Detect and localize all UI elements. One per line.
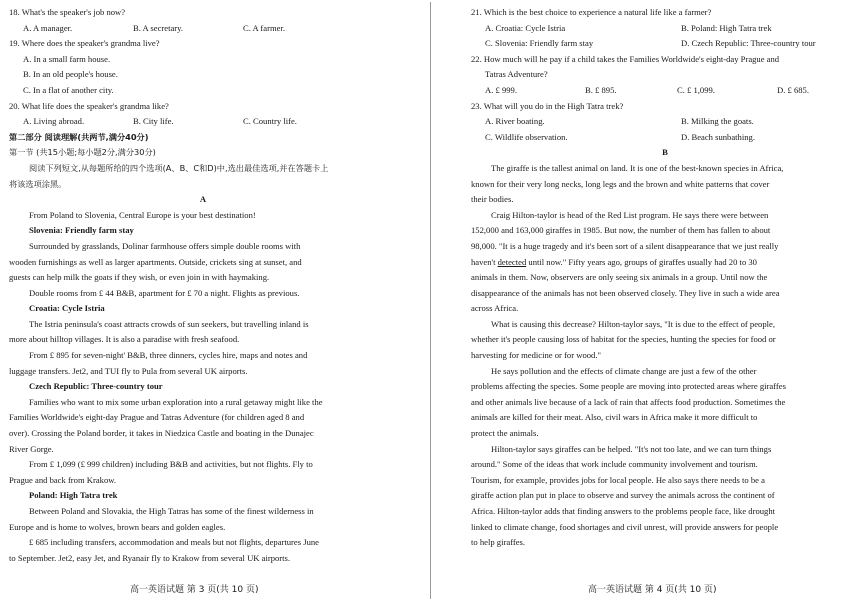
option-a[interactable]: A. Living abroad. [23,116,85,127]
passage-b-label: B [662,147,668,158]
page-footer-left: 高一英语试题 第 3 页(共 10 页) [130,585,259,595]
question-23-options [471,114,859,130]
text-line: Craig Hilton-taylor is head of the Red List program. He says there were between [491,209,769,220]
option-a[interactable]: A. Croatia: Cycle Istria [485,22,566,33]
text-line: The Istria peninsula's coast attracts crowds of sun seekers, but travelling inland is [29,318,309,329]
instructions-line-2: 将该选项涂黑。 [9,178,67,189]
passage-a-label: A [199,194,207,205]
option-a[interactable]: A. £ 999. [485,84,517,95]
question-22: 22. How much will he pay if a child takes the Families Worldwide's eight-day Prague and [471,53,780,64]
option-d[interactable]: D. Czech Republic: Three-country tour [681,38,816,49]
question-21-options [471,36,859,52]
question-20-options [9,114,397,130]
question-21: 21. Which is the best choice to experience a natural life like a farmer? [471,7,712,17]
option-a[interactable]: A. A manager. [23,22,73,33]
question-22-continued: Tatras Adventure? [485,69,548,80]
passage-a-intro: From Poland to Slovenia, Central Europe is your best destination! [29,209,256,220]
question-18: 18. What's the speaker's job now? [9,7,126,17]
option-c[interactable]: C. A farmer. [243,22,286,33]
text-line: wooden furnishings as well as larger apartments. Outside, crickets sing at sunset, and [9,256,302,267]
question-20: 20. What life does the speaker's grandma like? [9,100,169,111]
text-line: From £ 1,099 (£ 999 children) including B&B and activities, but not flights. Fly to [29,459,313,470]
option-c[interactable]: C. £ 1,099. [677,84,715,95]
text-line: linked to climate change, food shortages and civil unrest, will provide answers for people [471,521,779,532]
text-line: Families Worldwide's eight-day Prague and Tatras Adventure (for children aged 8 and [9,412,305,423]
czech-heading: Czech Republic: Three-country tour [29,381,163,392]
question-23: 23. What will you do in the High Tatra trek? [471,100,624,111]
option-a[interactable]: A. In a small farm house. [23,53,111,64]
question-18-options [9,21,397,37]
text-line: guests can help milk the goats if they wish, or even join in with haymaking. [9,272,270,283]
text-line: problems affecting the species. Some people are moving into protected areas where giraffes [471,381,786,392]
text-line: Hilton-taylor says giraffes can be helped. "It's not too late, and we can turn things [491,443,772,454]
text-line: to help giraffes. [471,537,526,548]
question-22-options [471,83,859,99]
text-line: Families who want to mix some urban exploration into a rural getaway might like the [29,396,323,407]
text-line: more about hilltop villages. It is also a paradise with fresh seafood. [9,334,240,345]
text-line: across Africa. [471,303,519,314]
text-line: Surrounded by grasslands, Dolinar farmhouse offers simple double rooms with [29,240,301,251]
text-line: around." Some of the ideas that work include community involvement and tourism. [471,459,758,470]
option-d[interactable]: D. Beach sunbathing. [681,131,755,142]
text-line: harvesting for medicine or for wood." [471,350,601,361]
text-segment: haven't [471,256,498,267]
text-line: He says pollution and the effects of climate change are just a few of the other [491,365,757,376]
option-c[interactable]: C. Wildlife observation. [485,131,568,142]
text-line: 98,000. "It is a huge tragedy and it's been sort of a silent disappearance that we just really [471,240,779,251]
text-line: over). Crossing the Poland border, it takes in Niedzica Castle and boating in the Dunajec [9,428,314,439]
option-b[interactable]: B. Milking the goats. [681,116,754,127]
text-line: protect the animals. [471,428,539,439]
question-21-options [471,21,859,37]
croatia-heading: Croatia: Cycle Istria [29,303,105,314]
text-line: animals are killed for their meat. Also, civil wars in Africa make it more difficult to [471,412,758,423]
page-divider [430,2,431,599]
text-line: Prague and back from Krakow. [9,474,117,485]
text-line: What is causing this decrease? Hilton-taylor says, "It is due to the effect of people, [491,318,775,329]
option-b[interactable]: B. In an old people's house. [23,69,118,80]
text-line: animals in them. Now, observers are only seeing six animals in a group. Until now the [471,272,768,283]
option-b[interactable]: B. City life. [133,116,174,127]
option-b[interactable]: B. £ 895. [585,84,617,95]
text-line: whether it's people causing loss of habitat for the species, hunting the species for food or [471,334,776,345]
question-19: 19. Where does the speaker's grandma live? [9,38,160,49]
text-line: to September. Jet2, easy Jet, and Ryanair fly to Krakow from several UK airports. [9,552,291,563]
text-line: Tourism, for example, provides jobs for local people. He also says there needs to be a [471,474,765,485]
text-segment: until now." Fifty years ago, groups of giraffes usually had 20 to 30 [526,256,757,267]
instructions-line-1: 阅读下列短文,从每题所给的四个选项(A、B、C和D)中,选出最佳选项,并在答题卡上 [29,162,329,173]
part-two-heading: 第二部分 阅读理解(共两节,满分40分) [9,131,149,142]
option-a[interactable]: A. River boating. [485,116,545,127]
text-line: The giraffe is the tallest animal on land. It is one of the best-known species in Africa, [491,162,784,173]
text-line: River Gorge. [9,443,54,454]
slovenia-heading: Slovenia: Friendly farm stay [29,225,134,236]
page-footer-right: 高一英语试题 第 4 页(共 10 页) [588,585,717,595]
section-one-heading: 第一节 (共15小题;每小题2分,满分30分) [9,147,156,158]
option-c[interactable]: C. Slovenia: Friendly farm stay [485,38,594,49]
right-page [471,5,859,601]
text-line: luggage transfers. Jet2, and TUI fly to Pula from several UK airports. [9,365,248,376]
option-b[interactable]: B. Poland: High Tatra trek [681,22,772,33]
text-line: Double rooms from £ 44 B&B, apartment for £ 70 a night. Flights as previous. [29,287,300,298]
text-line: giraffe action plan put in place to observe and survey the animals across the continent of [471,490,775,501]
underlined-word: detected [497,256,527,267]
poland-heading: Poland: High Tatra trek [29,490,118,501]
text-line: Europe and is home to wolves, brown bears and golden eagles. [9,521,226,532]
option-c[interactable]: C. In a flat of another city. [23,84,114,95]
text-line: 152,000 and 163,000 giraffes in 1985. But now, the number of them has fallen to about [471,225,771,236]
left-page [9,5,397,601]
question-23-options [471,130,859,146]
text-line: and other animals live because of a lack of rain that affects food production. Sometimes the [471,396,786,407]
text-line [471,255,859,271]
text-line: their bodies. [471,194,514,205]
text-line: £ 685 including transfers, accommodation and meals but not flights, departures June [29,537,319,548]
text-line: disappearance of the animals has not been observed closely. They live in such a wide area [471,287,780,298]
text-line: Between Poland and Slovakia, the High Tatras has some of the finest wilderness in [29,506,314,516]
option-c[interactable]: C. Country life. [243,116,297,127]
option-d[interactable]: D. £ 685. [777,84,809,95]
text-line: Africa. Hilton-taylor adds that finding answers to the problems people face, like drought [471,506,776,516]
text-line: From £ 895 for seven-night' B&B, three dinners, cycles hire, maps and notes and [29,350,308,361]
option-b[interactable]: B. A secretary. [133,22,184,33]
text-line: known for their very long necks, long legs and the brown and white patterns that cover [471,178,770,189]
